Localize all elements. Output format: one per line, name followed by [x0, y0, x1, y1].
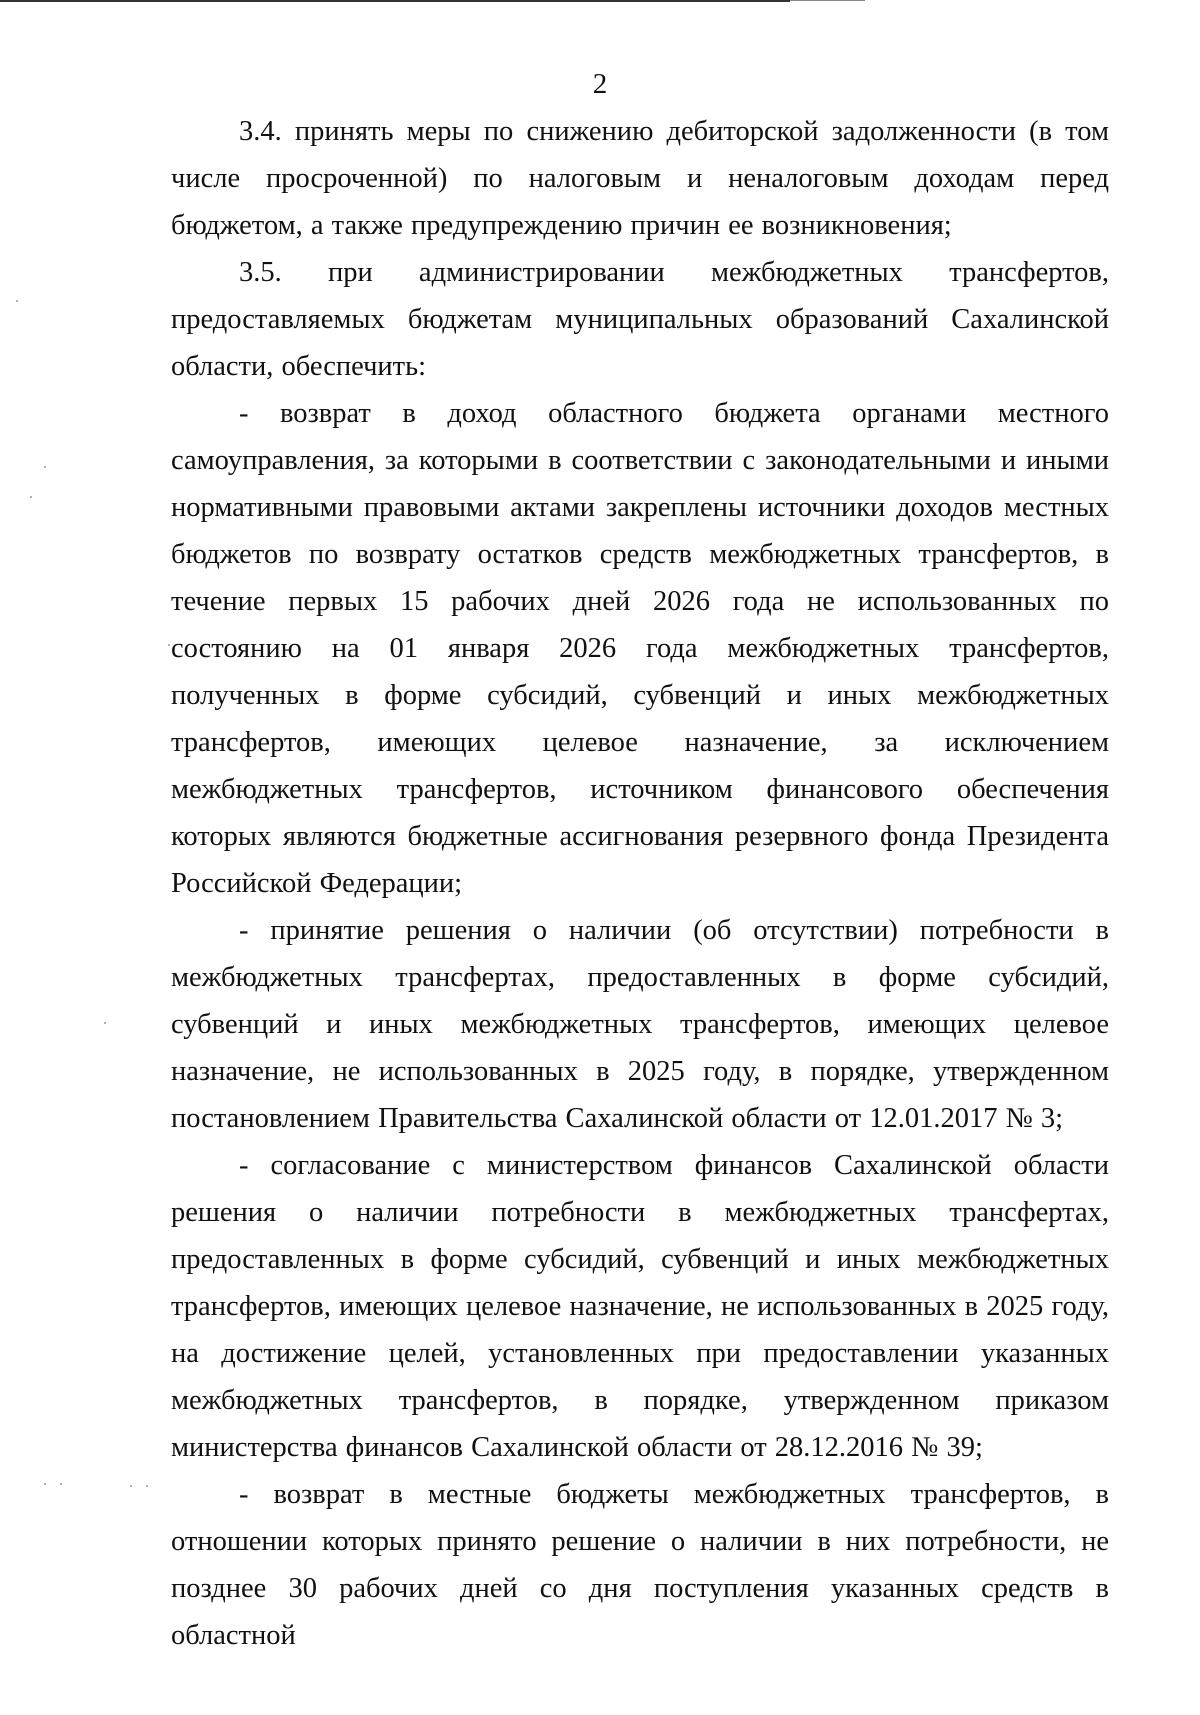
- scan-speck: [44, 466, 46, 468]
- scan-speck: [30, 496, 32, 498]
- document-body: [171, 108, 1109, 1659]
- paragraph-return-to-regional-budget: - возврат в доход областного бюджета органами местного самоуправления, за которыми в соответствии с законодательными и иными нормативными правовыми актами закреплены источники доходов местных бюджетов по возврату остатков средств межбюджетных трансфертов, в течение первых 15 рабочих дней 2026 года не использованных по состоянию на 01 января 2026 года межбюджетных трансфертов, полученных в форме субсидий, субвенций и иных межбюджетных трансфертов, имеющих целевое назначение, за исключением межбюджетных трансфертов, источником финансового обеспечения которых являются бюджетные ассигнования резервного фонда Президента Российской Федерации;: [171, 398, 1109, 899]
- top-scan-edge-line: [0, 0, 790, 2]
- scan-speck: [60, 1483, 62, 1485]
- page-number: 2: [592, 68, 608, 100]
- paragraph-decision-on-need: - принятие решения о наличии (об отсутствии) потребности в межбюджетных трансфертах, предоставленных в форме субсидий, субвенций и иных межбюджетных трансфертов, имеющих целевое назначение, не использованных в 2025 году, в порядке, утвержденном постановлением Правительства Сахалинской области от 12.01.2017 № 3;: [171, 915, 1109, 1134]
- paragraph-return-to-local-budgets: - возврат в местные бюджеты межбюджетных трансфертов, в отношении которых принято решение о наличии в них потребности, не позднее 30 рабочих дней со дня поступления указанных средств в областной: [171, 1479, 1109, 1651]
- paragraph-agreement-with-ministry: - согласование с министерством финансов Сахалинской области решения о наличии потребности в межбюджетных трансфертах, предоставленных в форме субсидий, субвенций и иных межбюджетных трансфертов, имеющих целевое назначение, не использованных в 2025 году, на достижение целей, установленных при предоставлении указанных межбюджетных трансфертов, в порядке, утвержденном приказом министерства финансов Сахалинской области от 28.12.2016 № 39;: [171, 1150, 1109, 1463]
- top-scan-edge-line-faint: [790, 0, 865, 1]
- scan-speck: [130, 1485, 132, 1487]
- scan-speck: [104, 1022, 106, 1024]
- scan-speck: [168, 644, 170, 646]
- scan-speck: [16, 300, 18, 302]
- paragraph-3-4: 3.4. принять меры по снижению дебиторской задолженности (в том числе просроченной) по налоговым и неналоговым доходам перед бюджетом, а также предупреждению причин ее возникновения;: [171, 116, 1109, 241]
- scan-speck: [146, 1485, 148, 1487]
- paragraph-3-5: 3.5. при администрировании межбюджетных трансфертов, предоставляемых бюджетам муниципальных образований Сахалинской области, обеспечить:: [171, 257, 1109, 382]
- scan-speck: [44, 1483, 46, 1485]
